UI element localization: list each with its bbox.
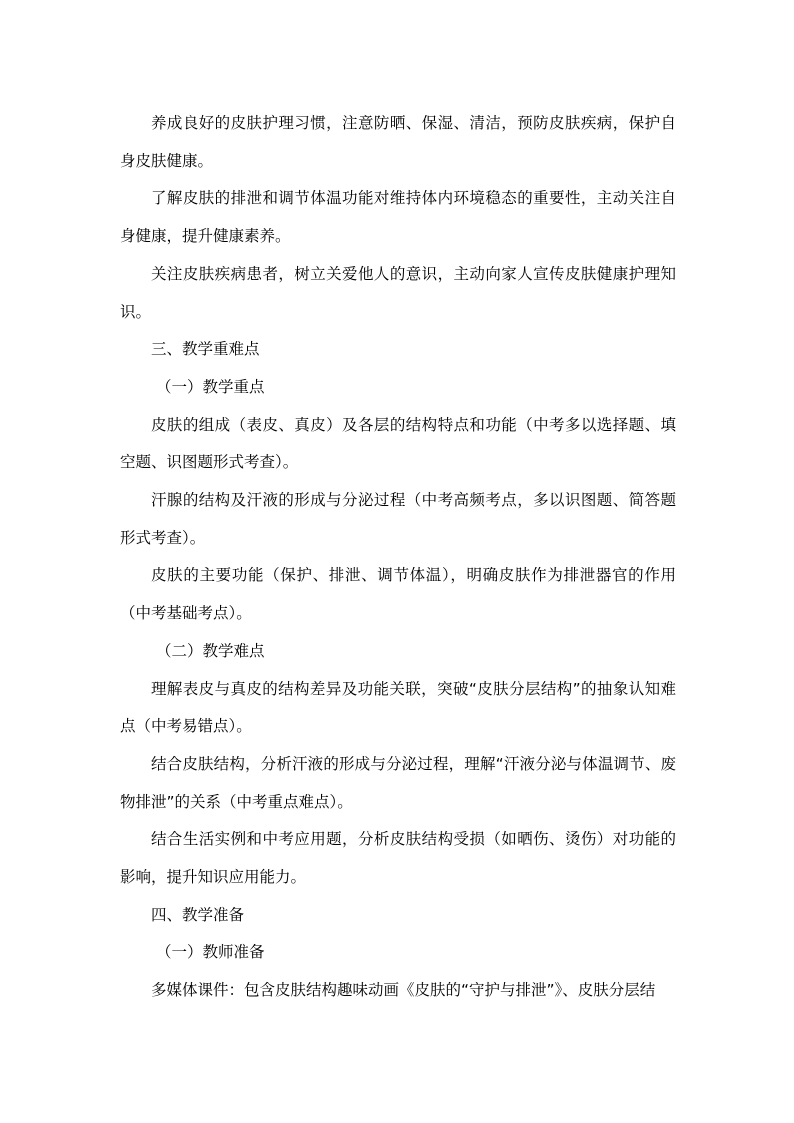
paragraph-skin-composition: 皮肤的组成（表皮、真皮）及各层的结构特点和功能（中考多以选择题、填空题、识图题形式考查）。	[120, 415, 676, 472]
document-body	[120, 105, 676, 1010]
paragraph-skin-care-habits: 养成良好的皮肤护理习惯，注意防晒、保湿、清洁，预防皮肤疾病，保护自身皮肤健康。	[120, 114, 676, 170]
paragraph-sweat-gland: 汗腺的结构及汗液的形成与分泌过程（中考高频考点，多以识图题、简答题形式考查）。	[120, 491, 676, 547]
paragraph-skin-functions: 皮肤的主要功能（保护、排泄、调节体温），明确皮肤作为排泄器官的作用（中考基础考点）。	[120, 566, 676, 623]
section-heading-teaching-preparation: 四、教学准备	[151, 905, 245, 924]
paragraph-sweat-secretion: 结合皮肤结构，分析汗液的形成与分泌过程，理解“汗液分泌与体温调节、废物排泄”的关系（中考重点难点）。	[120, 754, 676, 811]
subsection-heading-difficult-points: （二）教学难点	[156, 641, 265, 660]
paragraph-care-for-patients: 关注皮肤疾病患者，树立关爱他人的意识，主动向家人宣传皮肤健康护理知识。	[120, 264, 676, 321]
paragraph-homeostasis-awareness: 了解皮肤的排泄和调节体温功能对维持体内环境稳态的重要性，主动关注自身健康，提升健康素养。	[120, 189, 676, 246]
subsection-heading-teacher-preparation: （一）教师准备	[156, 943, 265, 962]
section-heading-key-difficult-points: 三、教学重难点	[151, 340, 260, 359]
paragraph-multimedia-courseware: 多媒体课件：包含皮肤结构趣味动画《皮肤的“守护与排泄”》、皮肤分层结	[151, 981, 656, 1000]
subsection-heading-key-points: （一）教学重点	[156, 377, 265, 396]
paragraph-epidermis-dermis: 理解表皮与真皮的结构差异及功能关联，突破“皮肤分层结构”的抽象认知难点（中考易错点）。	[120, 679, 676, 736]
paragraph-real-life-application: 结合生活实例和中考应用题，分析皮肤结构受损（如晒伤、烫伤）对功能的影响，提升知识应用能力。	[120, 830, 676, 887]
